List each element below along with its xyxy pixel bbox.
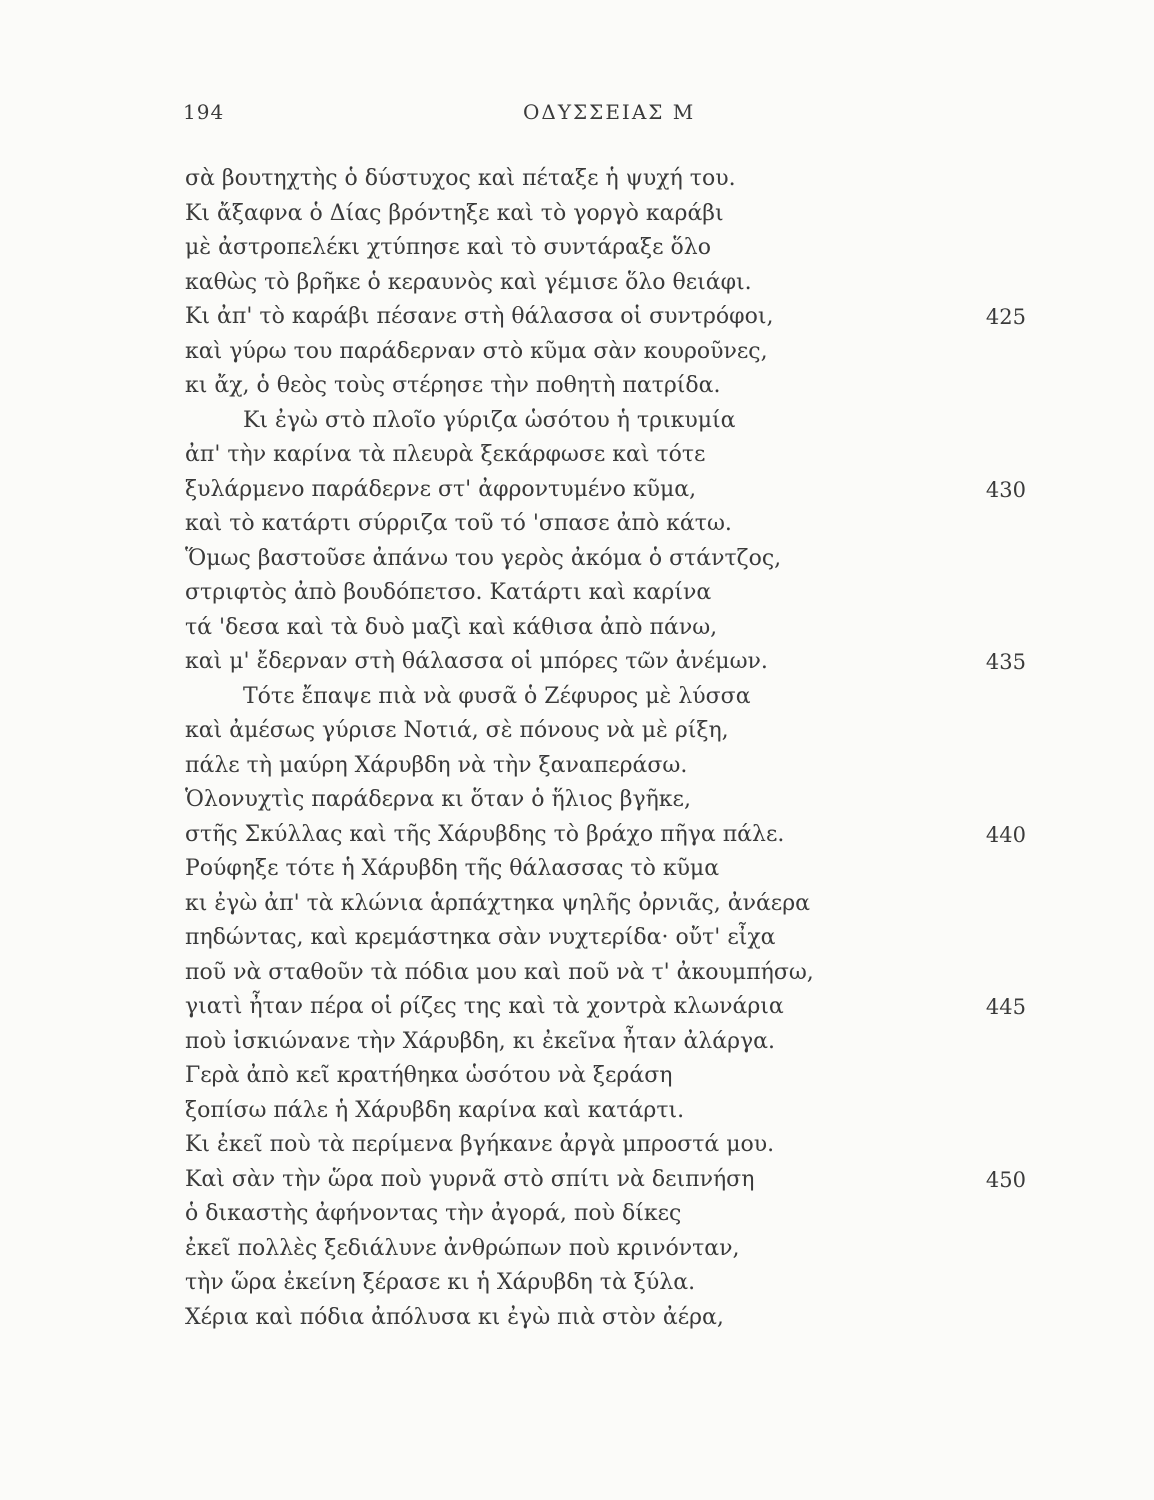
line-number: 445 — [985, 995, 1026, 1019]
verse-text: Ρούφηξε τότε ἡ Χάρυβδη τῆς θάλασσας τὸ κῦμα — [185, 856, 720, 881]
verse-text: Ὁλονυχτὶς παράδερνα κι ὅταν ὁ ἥλιος βγῆκε, — [185, 787, 691, 812]
verse-line — [185, 818, 1030, 853]
verse-line — [185, 1059, 1030, 1094]
verse-text: γιατὶ ἦταν πέρα οἱ ρίζες της καὶ τὰ χοντρὰ κλωνάρια — [185, 994, 784, 1019]
verse-line — [185, 1128, 1030, 1163]
verse-line — [185, 369, 1030, 404]
verse-text: καθὼς τὸ βρῆκε ὁ κεραυνὸς καὶ γέμισε ὅλο θειάφι. — [185, 269, 752, 295]
verse-text: καὶ γύρω του παράδερναν στὸ κῦμα σὰν κουροῦνες, — [185, 338, 768, 364]
verse-text: καὶ τὸ κατάρτι σύρριζα τοῦ τό 'σπασε ἀπὸ κάτω. — [185, 511, 732, 536]
verse-line — [185, 335, 1030, 370]
verse-text: ποῦ νὰ σταθοῦν τὰ πόδια μου καὶ ποῦ νὰ τ' ἀκουμπήσω, — [185, 959, 814, 985]
verse-text: σὰ βουτηχτὴς ὁ δύστυχος καὶ πέταξε ἡ ψυχή του. — [185, 166, 736, 191]
verse-text: στῆς Σκύλλας καὶ τῆς Χάρυβδης τὸ βράχο πῆγα πάλε. — [185, 821, 785, 847]
verse-line — [185, 473, 1030, 508]
verse-line — [185, 921, 1030, 956]
verse-line — [185, 300, 1030, 335]
verse-line — [185, 507, 1030, 542]
line-number: 425 — [985, 305, 1026, 329]
line-number: 430 — [985, 477, 1026, 502]
verse-text: Τότε ἔπαψε πιὰ νὰ φυσᾶ ὁ Ζέφυρος μὲ λύσσα — [243, 683, 751, 709]
verse-text: Γερὰ ἀπὸ κεῖ κρατήθηκα ὡσότου νὰ ξεράση — [185, 1063, 673, 1088]
verse-text: Ὅμως βαστοῦσε ἀπάνω του γερὸς ἀκόμα ὁ στάντζος, — [185, 545, 782, 571]
line-number: 450 — [985, 1167, 1026, 1192]
verse-line — [185, 1025, 1030, 1060]
verse-text: στριφτὸς ἀπὸ βουδόπετσο. Κατάρτι καὶ καρίνα — [185, 580, 712, 605]
verse-text: κι ἄχ, ὁ θεὸς τοὺς στέρησε τὴν ποθητὴ πατρίδα. — [185, 373, 721, 398]
verse-line — [185, 956, 1030, 991]
verse-line — [185, 714, 1030, 749]
verse-line — [185, 645, 1030, 680]
verse-line — [185, 887, 1030, 922]
verse-text: ἀπ' τὴν καρίνα τὰ πλευρὰ ξεκάρφωσε καὶ τότε — [185, 442, 706, 467]
verse-line — [185, 1301, 1030, 1336]
verse-text: ἐκεῖ πολλὲς ξεδιάλυνε ἀνθρώπων ποὺ κρινόνταν, — [185, 1235, 740, 1261]
line-number: 435 — [985, 650, 1026, 674]
verse-text: ποὺ ἰσκιώνανε τὴν Χάρυβδη, κι ἐκεῖνα ἦταν ἀλάργα. — [185, 1028, 776, 1054]
verse-line — [185, 749, 1030, 784]
verse-line — [185, 542, 1030, 577]
verse-text: ξυλάρμενο παράδερνε στ' ἀφροντυμένο κῦμα, — [185, 476, 697, 502]
running-title: ΟΔΥΣΣΕΙΑΣ Μ — [523, 100, 696, 124]
verse-text: Κι ἐγὼ στὸ πλοῖο γύριζα ὡσότου ἡ τρικυμία — [243, 407, 736, 433]
verse-text: καὶ μ' ἔδερναν στὴ θάλασσα οἱ μπόρες τῶν ἀνέμων. — [185, 649, 768, 674]
verse-line — [185, 852, 1030, 887]
verse-line — [185, 680, 1030, 715]
verse-text: μὲ ἀστροπελέκι χτύπησε καὶ τὸ συντάραξε ὅλο — [185, 235, 711, 260]
verse-text: πάλε τὴ μαύρη Χάρυβδη νὰ τὴν ξαναπεράσω. — [185, 752, 688, 778]
verse-line — [185, 438, 1030, 473]
verse-line — [185, 266, 1030, 301]
verse-line — [185, 990, 1030, 1025]
verse-text: καὶ ἀμέσως γύρισε Νοτιά, σὲ πόνους νὰ μὲ ρίξη, — [185, 718, 729, 743]
poem-text — [185, 162, 1030, 1335]
verse-line — [185, 1094, 1030, 1129]
verse-text: πηδώντας, καὶ κρεμάστηκα σὰν νυχτερίδα· οὔτ' εἶχα — [185, 925, 776, 950]
page-header — [183, 100, 1023, 132]
verse-text: τὴν ὥρα ἐκείνη ξέρασε κι ἡ Χάρυβδη τὰ ξύλα. — [185, 1270, 696, 1295]
verse-text: Κι ἐκεῖ ποὺ τὰ περίμενα βγήκανε ἀργὰ μπροστά μου. — [185, 1132, 775, 1157]
verse-text: Καὶ σὰν τὴν ὥρα ποὺ γυρνᾶ στὸ σπίτι νὰ δειπνήση — [185, 1166, 755, 1192]
verse-line — [185, 576, 1030, 611]
verse-text: ὁ δικαστὴς ἀφήνοντας τὴν ἀγορά, ποὺ δίκες — [185, 1201, 682, 1226]
verse-text: κι ἐγὼ ἀπ' τὰ κλώνια ἁρπάχτηκα ψηλῆς ὀρνιᾶς, ἀνάερα — [185, 890, 810, 916]
verse-line — [185, 783, 1030, 818]
verse-line — [185, 1163, 1030, 1198]
verse-line — [185, 611, 1030, 646]
verse-line — [185, 197, 1030, 232]
verse-text: τά 'δεσα καὶ τὰ δυὸ μαζὶ καὶ κάθισα ἀπὸ πάνω, — [185, 614, 718, 640]
verse-line — [185, 162, 1030, 197]
verse-line — [185, 1232, 1030, 1267]
verse-text: ξοπίσω πάλε ἡ Χάρυβδη καρίνα καὶ κατάρτι. — [185, 1097, 685, 1123]
line-number: 440 — [985, 822, 1026, 847]
verse-text: Κι ἄξαφνα ὁ Δίας βρόντηξε καὶ τὸ γοργὸ καράβι — [185, 200, 724, 226]
verse-text: Χέρια καὶ πόδια ἀπόλυσα κι ἐγὼ πιὰ στὸν ἀέρα, — [185, 1304, 724, 1330]
verse-line — [185, 1197, 1030, 1232]
verse-text: Κι ἀπ' τὸ καράβι πέσανε στὴ θάλασσα οἱ συντρόφοι, — [185, 304, 774, 329]
verse-line — [185, 404, 1030, 439]
page-number: 194 — [183, 100, 225, 124]
verse-line — [185, 231, 1030, 266]
verse-line — [185, 1266, 1030, 1301]
